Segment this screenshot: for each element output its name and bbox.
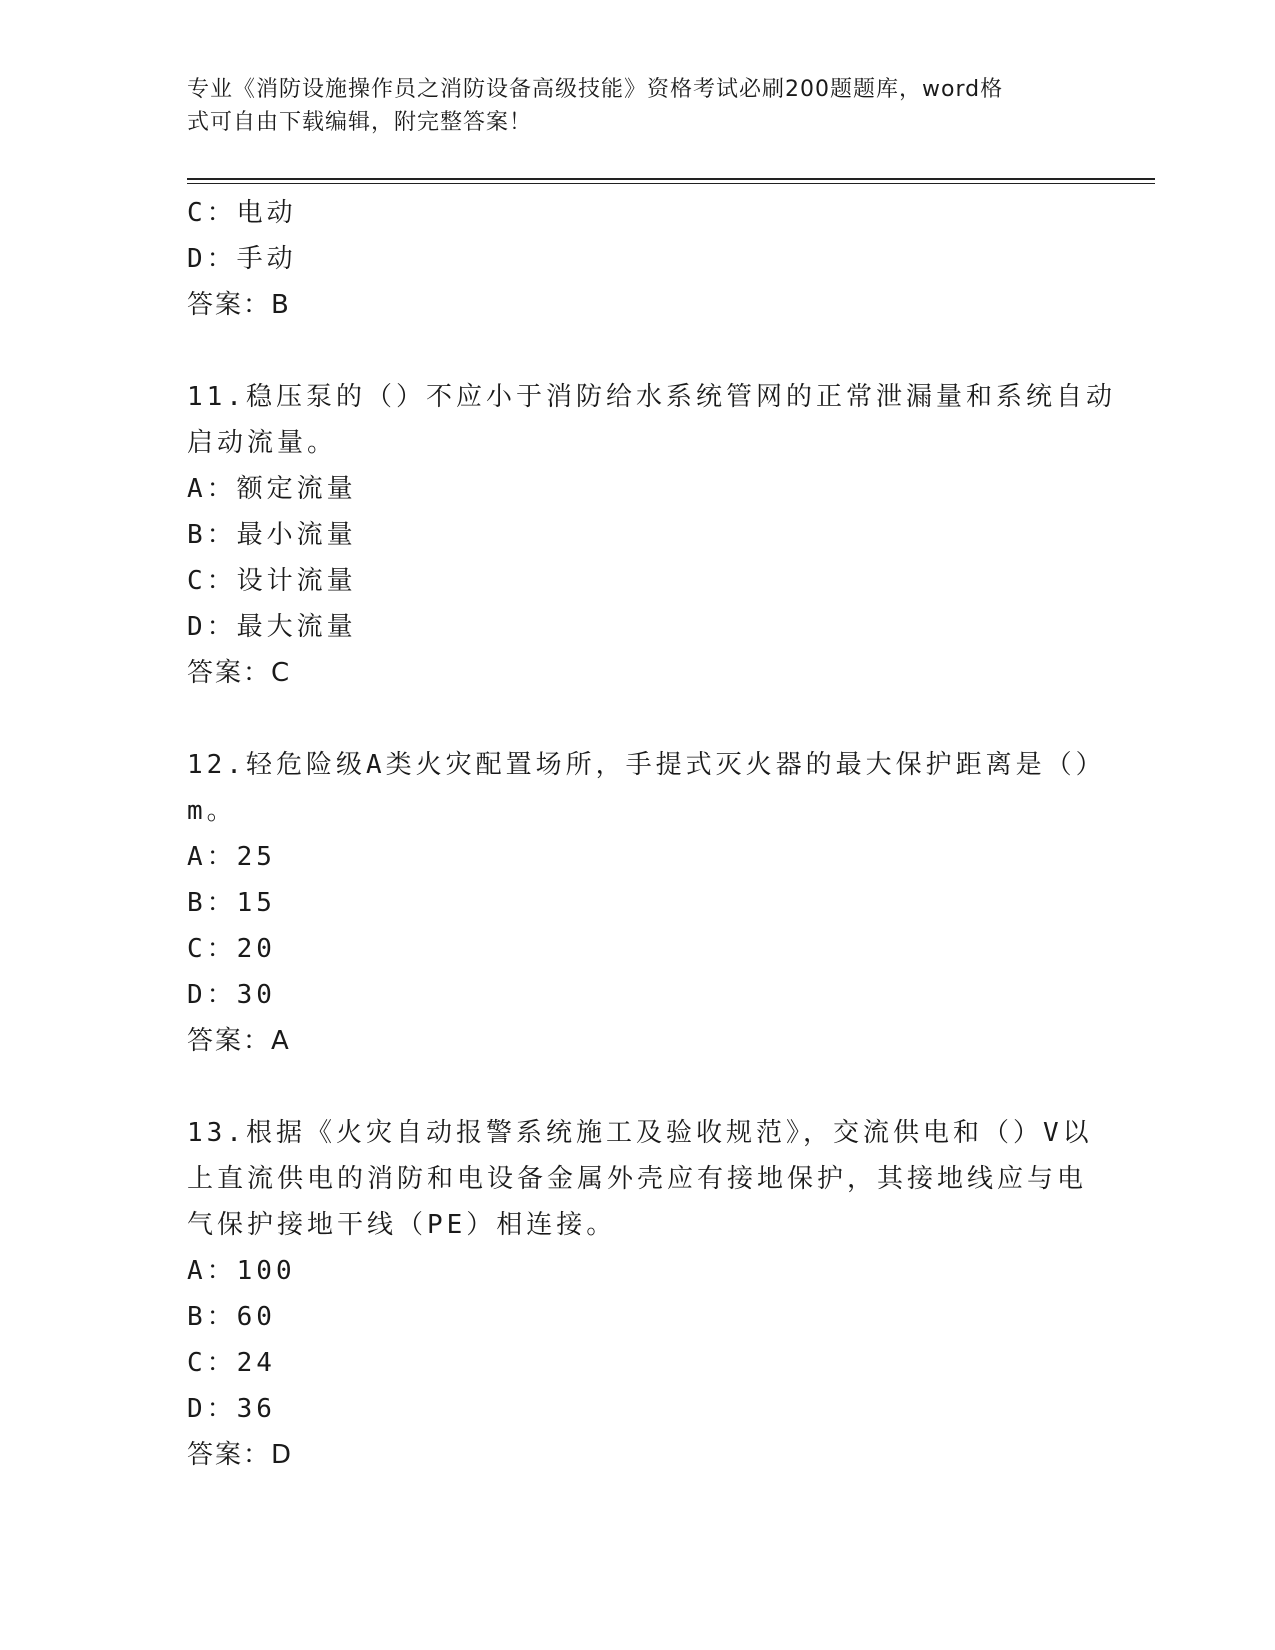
answer: 答案：D [187,1440,294,1470]
question-13 [187,1110,1093,1478]
option-a: A：100 [187,1256,296,1286]
question-11 [187,374,1116,696]
question-stem: 启动流量。 [187,428,338,458]
option-b: B：60 [187,1302,276,1332]
question-stem: 上直流供电的消防和电设备金属外壳应有接地保护，其接地线应与电 [187,1164,1088,1194]
option-d: D：30 [187,980,276,1010]
question-stem: 气保护接地干线（PE）相连接。 [187,1210,617,1240]
option-d: D：最大流量 [187,612,357,642]
spacer [187,328,1087,374]
option-c: C：电动 [187,198,297,228]
option-b: B：最小流量 [187,520,357,550]
question-stem: m。 [187,796,237,826]
option-c: C：24 [187,1348,276,1378]
question-stem: 12.轻危险级A类火灾配置场所，手提式灭火器的最大保护距离是（） [187,750,1106,780]
option-d: D：手动 [187,244,297,274]
header-title-line-1: 专业《消防设施操作员之消防设备高级技能》资格考试必刷200题题库，word格 [187,77,1004,102]
header-divider [187,178,1155,184]
answer: 答案：C [187,658,292,688]
question-stem: 13.根据《火灾自动报警系统施工及验收规范》，交流供电和（）V以 [187,1118,1093,1148]
question-content [187,190,1116,1478]
option-c: C：20 [187,934,276,964]
option-c: C：设计流量 [187,566,357,596]
option-a: A：额定流量 [187,474,357,504]
document-header [187,73,1067,139]
option-a: A：25 [187,842,276,872]
spacer [187,696,1087,742]
option-b: B：15 [187,888,276,918]
spacer [187,1064,1087,1110]
question-12 [187,742,1106,1064]
answer: 答案：B [187,290,291,320]
question-stem: 11.稳压泵的（）不应小于消防给水系统管网的正常泄漏量和系统自动 [187,382,1116,412]
header-title-line-2: 式可自由下载编辑，附完整答案！ [187,110,533,135]
answer: 答案：A [187,1026,291,1056]
previous-question-tail [187,190,1087,328]
option-d: D：36 [187,1394,276,1424]
